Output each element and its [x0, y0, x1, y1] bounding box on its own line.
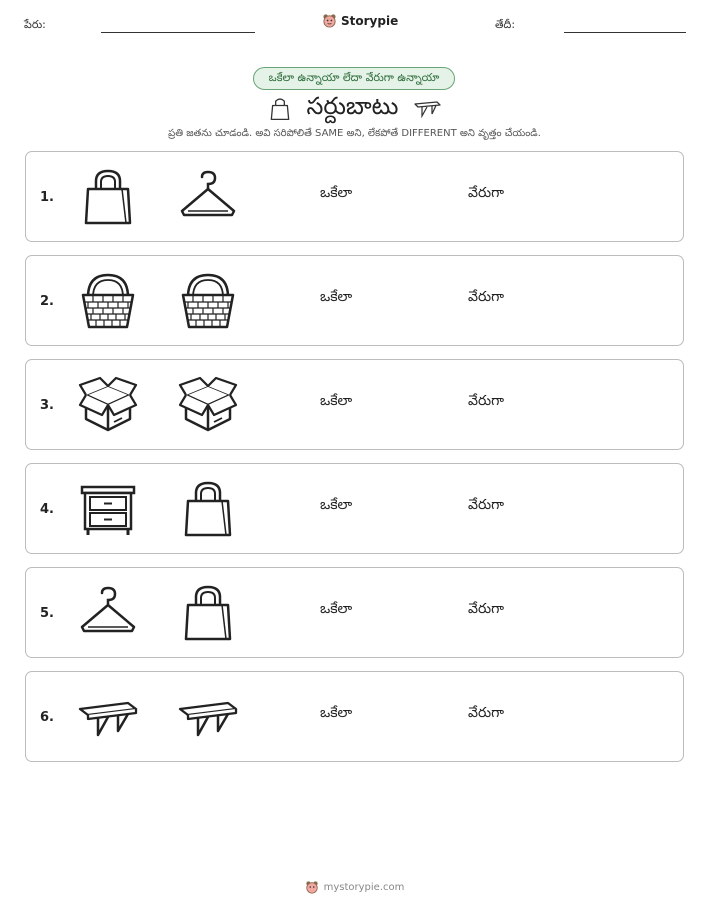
- basket-icon: [78, 271, 138, 331]
- same-option[interactable]: ఒకేలా: [320, 601, 353, 617]
- bag-icon: [178, 479, 238, 539]
- brand-name: Storypie: [341, 13, 399, 28]
- row-number: 4.: [40, 502, 54, 517]
- bag-icon: [267, 94, 293, 124]
- row-number: 2.: [40, 294, 54, 309]
- brand-logo: [322, 13, 398, 28]
- row-number: 6.: [40, 710, 54, 725]
- date-field-line[interactable]: [564, 32, 686, 33]
- same-option[interactable]: ఒకేలా: [320, 705, 353, 721]
- shelf-icon: [412, 98, 442, 120]
- same-option[interactable]: ఒకేలా: [320, 289, 353, 305]
- nightstand-icon: [78, 479, 138, 539]
- row-number: 1.: [40, 190, 54, 205]
- different-option[interactable]: వేరుగా: [468, 185, 504, 201]
- box-icon: [178, 375, 238, 435]
- row-number: 3.: [40, 398, 54, 413]
- different-option[interactable]: వేరుగా: [468, 289, 504, 305]
- hanger-icon: [78, 583, 138, 643]
- matching-row-5: [25, 567, 684, 658]
- matching-row-3: [25, 359, 684, 450]
- date-label: తేదీ:: [495, 18, 516, 31]
- worksheet-tag: ఒకేలా ఉన్నాయా లేదా వేరుగా ఉన్నాయా: [253, 67, 455, 90]
- footer-url[interactable]: mystorypie.com: [323, 881, 405, 893]
- different-option[interactable]: వేరుగా: [468, 705, 504, 721]
- different-option[interactable]: వేరుగా: [468, 497, 504, 513]
- name-label: పేరు:: [24, 18, 46, 31]
- footer: [0, 880, 709, 894]
- page-title: సర్దుబాటు: [306, 92, 399, 120]
- box-icon: [78, 375, 138, 435]
- shelf-icon: [78, 687, 138, 747]
- storypie-mascot-icon: [322, 13, 337, 28]
- same-option[interactable]: ఒకేలా: [320, 185, 353, 201]
- storypie-mascot-icon: [305, 880, 319, 894]
- matching-row-2: [25, 255, 684, 346]
- row-number: 5.: [40, 606, 54, 621]
- different-option[interactable]: వేరుగా: [468, 393, 504, 409]
- bag-icon: [178, 583, 238, 643]
- different-option[interactable]: వేరుగా: [468, 601, 504, 617]
- name-field-line[interactable]: [101, 32, 255, 33]
- matching-row-6: [25, 671, 684, 762]
- bag-icon: [78, 167, 138, 227]
- basket-icon: [178, 271, 238, 331]
- matching-row-1: [25, 151, 684, 242]
- same-option[interactable]: ఒకేలా: [320, 393, 353, 409]
- matching-row-4: [25, 463, 684, 554]
- instructions: ప్రతి జతను చూడండి. అవి సరిపోలితే SAME అని, లేకపోతే DIFFERENT అని వృత్తం చేయండి.: [168, 128, 541, 139]
- hanger-icon: [178, 167, 238, 227]
- same-option[interactable]: ఒకేలా: [320, 497, 353, 513]
- shelf-icon: [178, 687, 238, 747]
